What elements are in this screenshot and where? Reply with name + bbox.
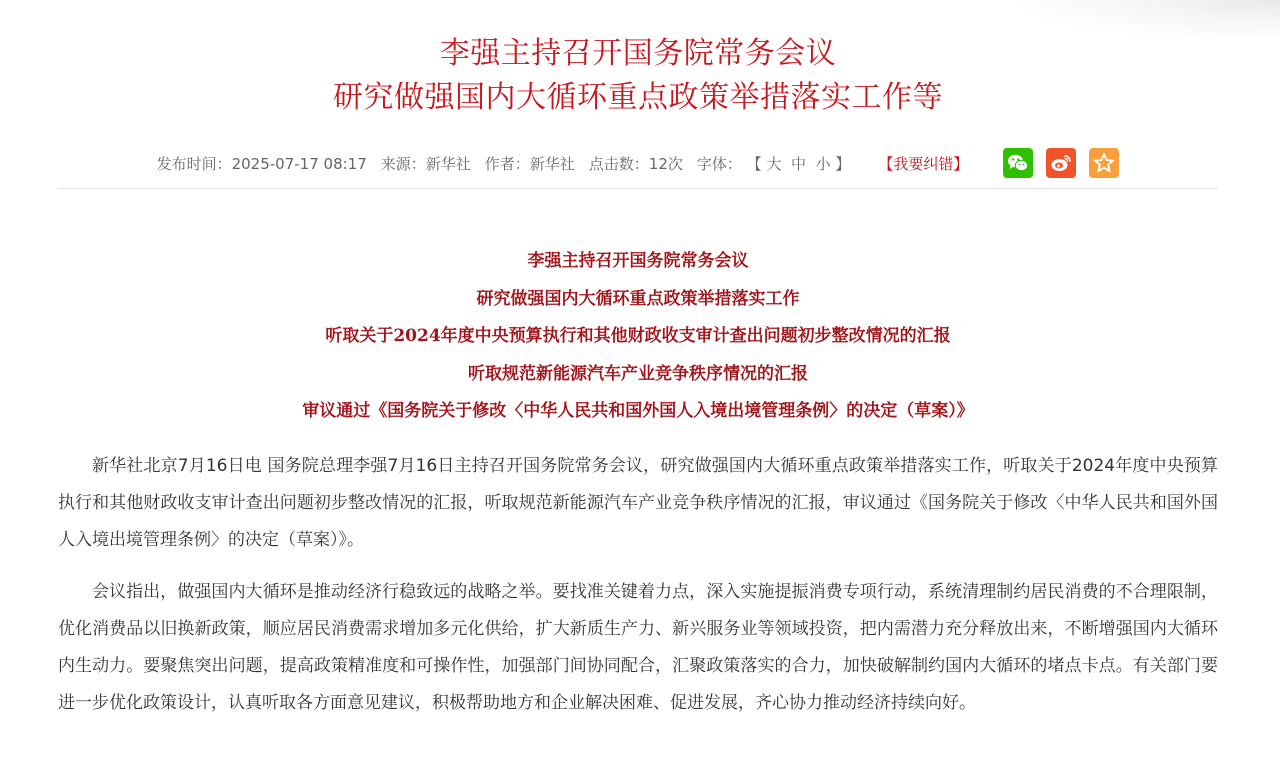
share-weibo-button[interactable] <box>1046 148 1076 178</box>
body-paragraph: 新华社北京7月16日电 国务院总理李强7月16日主持召开国务院常务会议，研究做强国内大循环重点政策举措落实工作，听取关于2024年度中央预算执行和其他财政收支审计查出问题初步整改情况的汇报，听取规范新能源汽车产业竞争秩序情况的汇报，审议通过《国务院关于修改〈中华人民共和国外国人入境出境管理条例〉的决定（草案）》。 <box>58 456 1218 550</box>
title-line-2: 研究做强国内大循环重点政策举措落实工作等 <box>333 80 943 115</box>
header-divider <box>58 188 1218 189</box>
report-error-link[interactable]: 【我要纠错】 <box>878 154 969 173</box>
font-size-medium[interactable]: 中 <box>791 154 807 173</box>
wechat-icon <box>1007 153 1029 173</box>
subtitle-line: 研究做强国内大循环重点政策举措落实工作 <box>476 288 800 309</box>
subtitle-line: 听取关于2024年度中央预算执行和其他财政收支审计查出问题初步整改情况的汇报 <box>325 326 951 346</box>
font-size-small[interactable]: 小 <box>815 154 831 173</box>
subtitle-line: 审议通过《国务院关于修改〈中华人民共和国外国人入境出境管理条例〉的决定（草案）》 <box>302 401 974 421</box>
font-size-control <box>697 153 851 174</box>
publish-time: 发布时间：2025-07-17 08:17 <box>156 154 367 173</box>
subtitle-block <box>58 243 1218 431</box>
share-wechat-button[interactable] <box>1003 148 1033 178</box>
font-bracket-close: 】 <box>835 154 851 173</box>
article-body <box>58 448 1218 737</box>
weibo-icon <box>1050 153 1072 173</box>
author-label: 作者：新华社 <box>484 154 575 173</box>
font-size-label: 字体： <box>696 154 742 173</box>
page-title <box>58 0 1218 120</box>
font-bracket-open: 【 <box>746 154 762 173</box>
star-icon <box>1093 152 1115 174</box>
subtitle-line: 听取规范新能源汽车产业竞争秩序情况的汇报 <box>468 363 808 384</box>
click-count: 点击数：12次 <box>588 154 683 173</box>
article-container <box>58 0 1218 713</box>
favorite-button[interactable] <box>1089 148 1119 178</box>
title-line-1: 李强主持召开国务院常务会议 <box>439 36 837 71</box>
article-meta-bar <box>58 146 1218 180</box>
font-size-large[interactable]: 大 <box>766 154 782 173</box>
body-paragraph: 会议指出，做强国内大循环是推动经济行稳致远的战略之举。要找准关键着力点，深入实施提振消费专项行动，系统清理制约居民消费的不合理限制，优化消费品以旧换新政策，顺应居民消费需求增加多元化供给，扩大新质生产力、新兴服务业等领域投资，把内需潜力充分释放出来，不断增强国内大循环内生动力。要聚焦突出问题，提高政策精准度和可操作性，加强部门间协同配合，汇聚政策落实的合力，加快破解制约国内大循环的堵点卡点。有关部门要进一步优化政策设计，认真听取各方面意见建议，积极帮助地方和企业解决困难、促进发展，齐心协力推动经济持续向好。 <box>58 582 1218 713</box>
subtitle-line: 李强主持召开国务院常务会议 <box>527 251 749 271</box>
source-label: 来源：新华社 <box>380 154 471 173</box>
